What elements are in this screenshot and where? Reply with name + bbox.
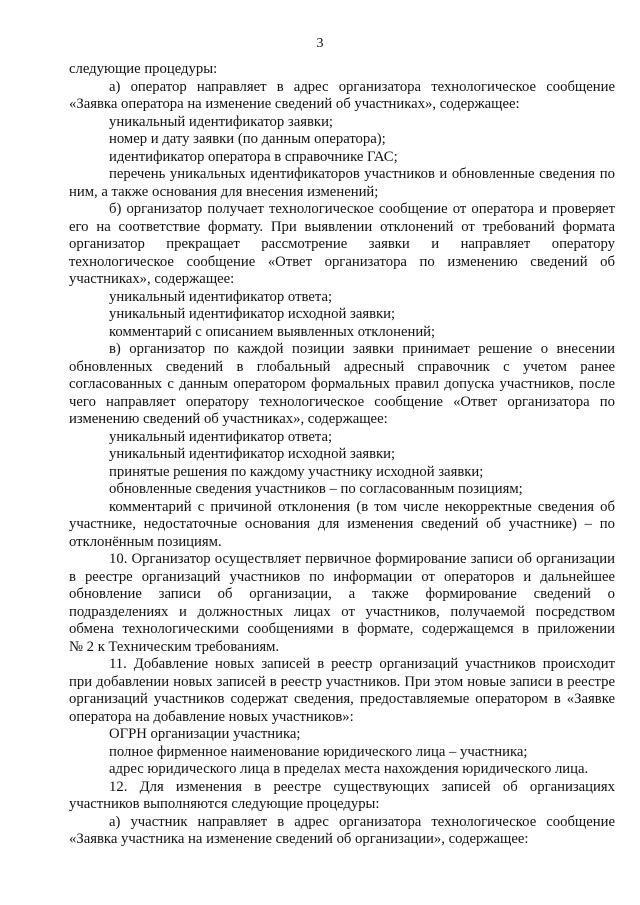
text-line: б) организатор получает технологическое сообщение от оператора и проверяет [109,201,615,217]
text-line: участнике, недостаточные основания для изменения сведений об участнике) – по [69,516,615,532]
text-line: участниках», содержащее: [69,271,235,287]
text-line: обновленные сведения участников – по согласованным позициям; [109,481,523,497]
text-line: уникальный идентификатор заявки; [109,113,334,130]
text-line: идентификатор оператора в справочнике ГАС; [109,148,398,165]
text-line: принятые решения по каждому участнику исходной заявки; [109,463,484,480]
text-line: полное фирменное наименование юридического лица – участника; [109,743,528,760]
text-line: номер и дату заявки (по данным оператора); [109,131,386,147]
text-line: уникальный идентификатор ответа; [109,288,333,305]
text-line: организаций участников содержат сведения, предоставляемые оператором в «Заявке [69,691,615,707]
text-line: уникальный идентификатор исходной заявки; [109,306,396,322]
text-line: в) организатор по каждой позиции заявки принимает решение о внесении [109,341,615,357]
text-line: 10. Организатор осуществляет первичное формирование записи об организации [109,551,615,567]
text-line: согласованных с данным оператором формальных правил допуска участников, после [69,376,615,392]
text-line: изменению сведений об участниках», содержащее: [69,411,388,427]
text-line: участников выполняются следующие процедуры: [69,796,380,812]
text-line: № 2 к Техническим требованиям. [69,638,280,655]
text-line: уникальный идентификатор ответа; [109,428,333,445]
text-line: перечень уникальных идентификаторов участников и обновленные сведения по [109,166,615,182]
text-line: «Заявка оператора на изменение сведений об участниках», содержащее: [69,96,520,112]
text-line: подразделениях и должностных лицах от участников, получаемой посредством [69,603,615,620]
text-line: обновление записи об организации, а также формирование сведений о [69,586,615,602]
text-line: оператора на добавление новых участников»: [69,708,354,725]
text-line: обмена технологическими сообщениями в формате, содержащемся в приложении [69,621,615,637]
text-line: комментарий с причиной отклонения (в том числе некорректные сведения об [109,498,615,515]
text-line: отклонённым позициям. [69,533,222,550]
text-line: а) участник направляет в адрес организатора технологическое сообщение [109,813,615,830]
text-line: комментарий с описанием выявленных отклонений; [109,323,436,340]
text-line: обновленных сведений в глобальный адресный справочник с учетом ранее [69,358,615,375]
text-line: уникальный идентификатор исходной заявки; [109,446,396,462]
text-line: а) оператор направляет в адрес организатора технологическое сообщение [109,78,615,95]
text-line: технологическое сообщение «Ответ организатора по изменению сведений об [69,253,615,270]
text-line: при добавлении новых записей в реестр участников. При этом новые записи в реестре [69,673,615,690]
text-line: 11. Добавление новых записей в реестр организаций участников происходит [109,656,615,672]
text-line: его на соответствие формату. При выявлении отклонений от требований формата [69,218,615,235]
document-body [69,61,615,849]
text-line: чего направляет оператору технологическое сообщение «Ответ организатора по [69,393,615,410]
text-line: ОГРН организации участника; [109,726,301,742]
page-number: 3 [316,36,324,51]
text-line: следующие процедуры: [69,61,218,77]
text-line: «Заявка участника на изменение сведений об организации», содержащее: [69,831,529,847]
text-line: организатор прекращает рассмотрение заявки и направляет оператору [69,236,615,252]
text-line: в реестре организаций участников по информации от операторов и дальнейшее [69,568,615,585]
text-line: ним, а также основания для внесения изменений; [69,183,379,200]
text-line: адрес юридического лица в пределах места нахождения юридического лица. [109,761,589,777]
text-line: 12. Для изменения в реестре существующих записей об организациях [109,778,615,795]
